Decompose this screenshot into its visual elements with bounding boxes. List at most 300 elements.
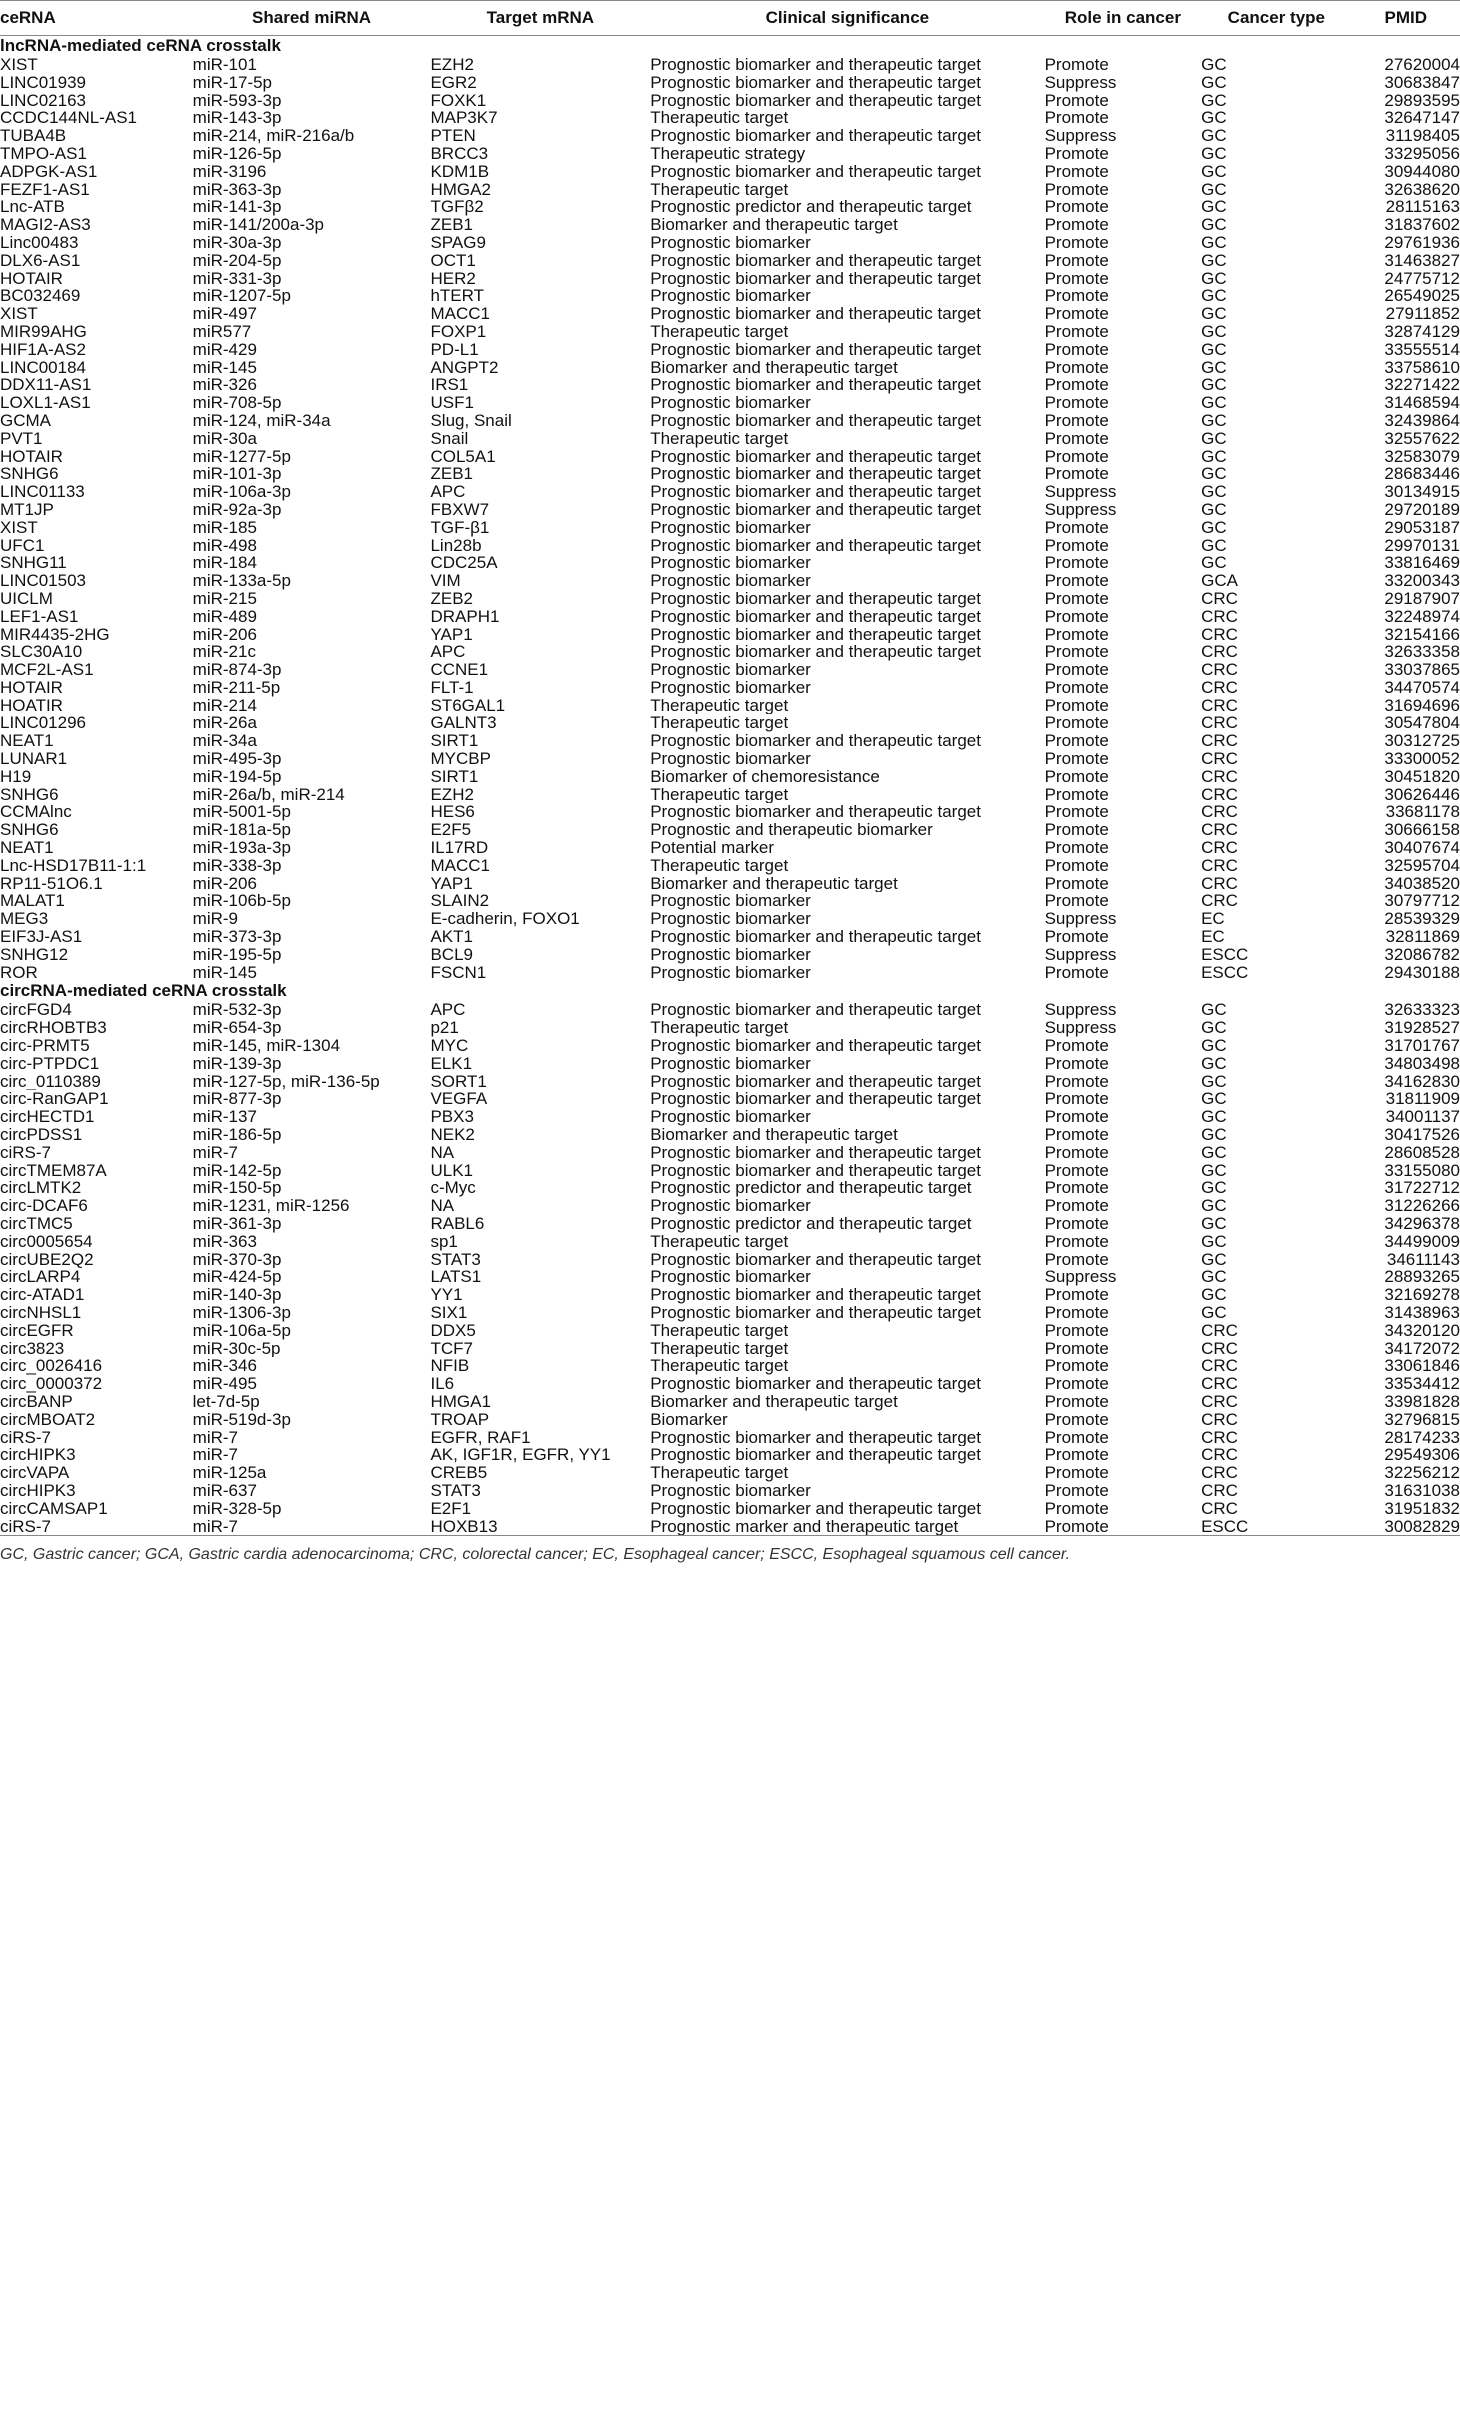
cell-cerna: HOTAIR <box>0 447 63 466</box>
table-row <box>0 74 1460 92</box>
cell-pmid: 32256212 <box>1384 1464 1460 1482</box>
cell-target-mrna: ELK1 <box>430 1054 473 1073</box>
cell-cancer-type: GC <box>1201 1161 1227 1180</box>
table-row <box>0 821 1460 839</box>
cell-target-mrna: CDC25A <box>430 554 498 573</box>
cell-cancer-type: GC <box>1201 305 1227 323</box>
cell-clinical-significance: Prognostic biomarker and therapeutic target <box>650 411 981 430</box>
table-row <box>0 1197 1460 1215</box>
cell-target-mrna: YY1 <box>430 1286 463 1304</box>
cell-role: Promote <box>1044 1126 1109 1144</box>
cell-pmid: 30417526 <box>1384 1126 1460 1144</box>
cell-shared-mirna: miR-708-5p <box>192 394 282 412</box>
cell-clinical-significance: Biomarker and therapeutic target <box>650 1126 898 1144</box>
cell-target-mrna: p21 <box>430 1019 459 1038</box>
cell-clinical-significance: Therapeutic target <box>650 1232 789 1251</box>
cell-target-mrna: sp1 <box>430 1232 458 1251</box>
cell-target-mrna: DRAPH1 <box>430 607 500 626</box>
cell-pmid: 32248974 <box>1384 607 1460 626</box>
table-row <box>0 910 1460 928</box>
table-body <box>0 36 1460 1536</box>
cell-cerna: Lnc-HSD17B11-1:1 <box>0 856 147 875</box>
cell-target-mrna: APC <box>430 1001 466 1020</box>
cell-cancer-type: GC <box>1201 554 1227 573</box>
cell-shared-mirna: miR-338-3p <box>192 856 282 875</box>
table-row <box>0 1126 1460 1144</box>
cell-role: Promote <box>1044 732 1109 751</box>
cell-target-mrna: LATS1 <box>430 1268 482 1287</box>
cell-cerna: circVAPA <box>0 1464 70 1482</box>
cell-shared-mirna: miR-142-5p <box>192 1161 282 1180</box>
table-row <box>0 679 1460 697</box>
cell-pmid: 29893595 <box>1384 91 1460 110</box>
cell-clinical-significance: Biomarker and therapeutic target <box>650 874 898 893</box>
cell-cancer-type: CRC <box>1201 1410 1238 1429</box>
cell-cerna: circPDSS1 <box>0 1126 83 1144</box>
cell-shared-mirna: miR-637 <box>192 1481 257 1500</box>
cell-role: Promote <box>1044 1250 1109 1269</box>
cell-target-mrna: ZEB2 <box>430 589 473 608</box>
cell-pmid: 34001137 <box>1385 1108 1460 1127</box>
cell-cancer-type: GC <box>1201 376 1227 395</box>
cell-role: Suppress <box>1044 1268 1117 1287</box>
cell-pmid: 31701767 <box>1384 1037 1460 1055</box>
cell-role: Promote <box>1044 1428 1109 1447</box>
cell-clinical-significance: Prognostic biomarker and therapeutic target <box>650 56 981 74</box>
table-row <box>0 732 1460 750</box>
cell-pmid: 28683446 <box>1384 465 1460 484</box>
cell-pmid: 30547804 <box>1384 714 1460 733</box>
cell-shared-mirna: miR-326 <box>192 376 257 395</box>
table-row <box>0 1108 1460 1126</box>
cell-clinical-significance: Prognostic biomarker and therapeutic target <box>650 803 981 822</box>
cell-cerna: HOTAIR <box>0 269 63 288</box>
cell-pmid: 29720189 <box>1384 500 1460 519</box>
cell-cerna: Lnc-ATB <box>0 198 65 217</box>
cell-cancer-type: CRC <box>1201 643 1238 662</box>
cell-shared-mirna: miR-193a-3p <box>192 839 291 857</box>
cell-pmid: 31928527 <box>1384 1019 1460 1038</box>
cell-pmid: 34499009 <box>1384 1232 1460 1251</box>
cell-cancer-type: CRC <box>1201 821 1238 840</box>
cell-cerna: circLARP4 <box>0 1268 81 1287</box>
cell-cerna: XIST <box>0 518 38 537</box>
cell-cerna: MEG3 <box>0 910 49 929</box>
cell-cerna: Linc00483 <box>0 233 79 252</box>
header-target-mrna: Target mRNA <box>430 1 650 36</box>
cell-target-mrna: hTERT <box>430 287 485 306</box>
cell-cancer-type: GC <box>1201 1215 1227 1233</box>
cell-clinical-significance: Biomarker and therapeutic target <box>650 1392 898 1411</box>
cell-role: Promote <box>1044 1072 1109 1091</box>
cell-role: Promote <box>1044 1232 1109 1251</box>
cell-cerna: NEAT1 <box>0 839 54 857</box>
cell-pmid: 34038520 <box>1384 874 1460 893</box>
cell-role: Suppress <box>1044 73 1117 92</box>
cell-cancer-type: CRC <box>1201 785 1238 804</box>
cell-cerna: circ-PTPDC1 <box>0 1054 100 1073</box>
cell-clinical-significance: Prognostic biomarker and therapeutic target <box>650 500 981 519</box>
cell-clinical-significance: Prognostic biomarker and therapeutic target <box>650 1250 981 1269</box>
cell-shared-mirna: miR-593-3p <box>192 91 282 110</box>
cell-pmid: 32154166 <box>1384 625 1460 644</box>
cell-cancer-type: GC <box>1201 358 1227 377</box>
cell-cerna: SNHG6 <box>0 821 59 840</box>
cell-shared-mirna: miR-1306-3p <box>192 1303 291 1322</box>
table-row <box>0 892 1460 910</box>
cell-cerna: MIR99AHG <box>0 322 87 341</box>
cell-cerna: LEF1-AS1 <box>0 607 79 626</box>
cell-pmid: 30666158 <box>1384 821 1460 840</box>
cell-shared-mirna: miR-361-3p <box>192 1215 282 1233</box>
cell-cerna: TMPO-AS1 <box>0 144 87 163</box>
cell-cerna: SNHG6 <box>0 785 59 804</box>
cell-cancer-type: CRC <box>1201 714 1238 733</box>
table-row <box>0 1446 1460 1464</box>
table-row <box>0 1322 1460 1340</box>
cell-role: Promote <box>1044 1357 1109 1376</box>
cell-clinical-significance: Biomarker <box>650 1410 728 1429</box>
cell-clinical-significance: Therapeutic target <box>650 856 789 875</box>
cell-cancer-type: GC <box>1201 1108 1227 1127</box>
cell-pmid: 33981828 <box>1384 1392 1460 1411</box>
cell-cerna: circ_0000372 <box>0 1375 103 1393</box>
cell-pmid: 34296378 <box>1384 1215 1460 1233</box>
cell-shared-mirna: miR-106a-5p <box>192 1321 291 1340</box>
cell-pmid: 32647147 <box>1384 109 1460 128</box>
cell-cancer-type: GC <box>1201 1143 1227 1162</box>
cell-target-mrna: ST6GAL1 <box>430 696 506 715</box>
cell-role: Promote <box>1044 1375 1109 1393</box>
cell-target-mrna: HMGA1 <box>430 1392 491 1411</box>
cell-target-mrna: SIRT1 <box>430 732 479 751</box>
header-row <box>0 1 1460 36</box>
cell-target-mrna: E2F5 <box>430 821 472 840</box>
cell-shared-mirna: miR-7 <box>193 1518 431 1536</box>
cell-cancer-type: GC <box>1201 1126 1227 1144</box>
cell-pmid: 30312725 <box>1384 732 1460 751</box>
cell-clinical-significance: Prognostic biomarker and therapeutic target <box>650 1037 981 1055</box>
cell-clinical-significance: Prognostic predictor and therapeutic target <box>650 1179 972 1198</box>
cell-target-mrna: CCNE1 <box>430 661 489 679</box>
cell-cerna: CCDC144NL-AS1 <box>0 109 137 128</box>
cell-clinical-significance: Prognostic biomarker and therapeutic target <box>650 1446 981 1465</box>
cell-cancer-type: CRC <box>1201 1339 1238 1358</box>
cell-cancer-type: CRC <box>1201 750 1238 768</box>
cell-role: Promote <box>1044 1286 1109 1304</box>
table-header <box>0 1 1460 36</box>
cell-clinical-significance: Prognostic biomarker <box>650 1054 811 1073</box>
cell-role: Promote <box>1044 1215 1109 1233</box>
cell-target-mrna: MACC1 <box>430 856 490 875</box>
cell-clinical-significance: Therapeutic target <box>650 696 789 715</box>
cell-pmid: 24775712 <box>1384 269 1460 288</box>
cell-pmid: 33555514 <box>1384 340 1460 359</box>
cell-cerna: DLX6-AS1 <box>0 251 81 270</box>
cell-shared-mirna: miR-101 <box>192 56 257 74</box>
cell-shared-mirna: miR-346 <box>192 1357 257 1376</box>
cell-shared-mirna: miR-124, miR-34a <box>192 411 331 430</box>
cell-target-mrna: TROAP <box>430 1410 490 1429</box>
cell-shared-mirna: miR-126-5p <box>192 144 282 163</box>
cell-pmid: 33300052 <box>1384 750 1460 768</box>
cell-clinical-significance: Prognostic biomarker and therapeutic target <box>650 127 981 145</box>
cell-cancer-type: GC <box>1201 1232 1227 1251</box>
cell-shared-mirna: miR-7 <box>192 1428 238 1447</box>
cell-role: Promote <box>1044 572 1109 590</box>
cell-role: Promote <box>1044 1499 1109 1518</box>
cell-role: Promote <box>1044 1197 1109 1215</box>
cell-role: Promote <box>1044 1054 1109 1073</box>
table-row <box>0 127 1460 145</box>
cell-cerna: circFGD4 <box>0 1001 72 1020</box>
cell-clinical-significance: Prognostic biomarker and therapeutic target <box>650 91 981 110</box>
cell-target-mrna: HES6 <box>430 803 475 822</box>
cell-shared-mirna: miR-654-3p <box>192 1019 282 1038</box>
cell-role: Suppress <box>1044 1001 1117 1020</box>
cell-pmid: 32633358 <box>1384 643 1460 662</box>
cell-target-mrna: ZEB1 <box>430 465 473 484</box>
cell-clinical-significance: Prognostic biomarker <box>650 963 811 982</box>
cell-clinical-significance: Prognostic biomarker and therapeutic target <box>650 1499 981 1518</box>
table-row <box>0 554 1460 572</box>
table-row <box>0 252 1460 270</box>
cell-cerna: CCMAlnc <box>0 803 72 822</box>
cell-clinical-significance: Prognostic biomarker and therapeutic target <box>650 340 981 359</box>
cell-cancer-type: GC <box>1201 144 1227 163</box>
table-row <box>0 1429 1460 1447</box>
cell-shared-mirna: miR-9 <box>192 910 238 929</box>
cell-cancer-type: GC <box>1201 251 1227 270</box>
cell-target-mrna: SORT1 <box>430 1072 487 1091</box>
cell-clinical-significance: Therapeutic target <box>650 180 789 199</box>
cell-clinical-significance: Prognostic biomarker <box>650 572 811 590</box>
cell-cerna: LINC02163 <box>0 91 87 110</box>
cell-shared-mirna: miR-211-5p <box>192 678 281 697</box>
cell-pmid: 32583079 <box>1384 447 1460 466</box>
cell-target-mrna: FOXP1 <box>430 322 487 341</box>
cell-pmid: 29549306 <box>1384 1446 1460 1465</box>
cell-clinical-significance: Prognostic biomarker and therapeutic target <box>650 625 981 644</box>
cell-pmid: 31463827 <box>1384 251 1460 270</box>
cell-role: Promote <box>1044 661 1109 679</box>
table-row <box>0 412 1460 430</box>
table-row <box>0 928 1460 946</box>
cell-target-mrna: IL17RD <box>430 839 489 857</box>
cell-pmid: 31198405 <box>1385 127 1460 145</box>
cell-cerna: GCMA <box>0 411 51 430</box>
cell-shared-mirna: miR-145 <box>192 963 257 982</box>
cell-target-mrna: E-cadherin, FOXO1 <box>430 910 580 929</box>
cell-target-mrna: SLAIN2 <box>430 892 490 911</box>
cell-role: Promote <box>1044 714 1109 733</box>
cell-cerna: circ-RanGAP1 <box>0 1090 109 1109</box>
cell-cancer-type: CRC <box>1201 678 1238 697</box>
table-row <box>0 1037 1460 1055</box>
cell-cerna: SNHG6 <box>0 465 59 484</box>
cell-cerna: circMBOAT2 <box>0 1410 96 1429</box>
cell-target-mrna: APC <box>430 643 466 662</box>
cell-clinical-significance: Prognostic biomarker and therapeutic target <box>650 73 981 92</box>
table-footnote: GC, Gastric cancer; GCA, Gastric cardia adenocarcinoma; CRC, colorectal cancer; EC, Esophageal cancer; ESCC, Esophageal squamous cell cancer. <box>0 1546 1071 1564</box>
cell-shared-mirna: miR-139-3p <box>192 1054 282 1073</box>
table-row <box>0 1411 1460 1429</box>
table-row <box>0 946 1460 964</box>
cell-cerna: EIF3J-AS1 <box>0 928 83 946</box>
cell-shared-mirna: miR-519d-3p <box>192 1410 291 1429</box>
cell-shared-mirna: miR-215 <box>192 589 257 608</box>
header-cerna: ceRNA <box>0 1 193 36</box>
cell-role: Promote <box>1044 625 1109 644</box>
cell-clinical-significance: Prognostic biomarker <box>650 233 811 252</box>
table-row <box>0 1055 1460 1073</box>
cell-cerna: LUNAR1 <box>0 750 68 768</box>
table-row <box>0 1340 1460 1358</box>
cell-role: Promote <box>1044 1143 1109 1162</box>
cell-cancer-type: CRC <box>1201 1392 1238 1411</box>
cell-clinical-significance: Prognostic biomarker and therapeutic target <box>650 305 981 323</box>
cell-clinical-significance: Prognostic biomarker and therapeutic target <box>650 483 981 501</box>
cell-target-mrna: USF1 <box>430 394 474 412</box>
cell-shared-mirna: miR-363-3p <box>192 180 282 199</box>
cell-role: Promote <box>1044 305 1109 323</box>
cell-pmid: 29761936 <box>1384 233 1460 252</box>
cell-clinical-significance: Prognostic predictor and therapeutic target <box>650 1215 972 1233</box>
cell-pmid: 32633323 <box>1384 1001 1460 1020</box>
cell-pmid: 33816469 <box>1384 554 1460 573</box>
cell-clinical-significance: Biomarker and therapeutic target <box>650 358 898 377</box>
cell-role: Promote <box>1044 678 1109 697</box>
cell-cancer-type: CRC <box>1201 1481 1238 1500</box>
cell-role: Promote <box>1044 1392 1109 1411</box>
table-row <box>0 198 1460 216</box>
cell-cancer-type: GC <box>1201 340 1227 359</box>
table-row <box>0 501 1460 519</box>
cell-target-mrna: HER2 <box>430 269 476 288</box>
cell-cancer-type: GC <box>1201 216 1227 234</box>
table-row <box>0 305 1460 323</box>
cell-target-mrna: OCT1 <box>430 251 476 270</box>
cell-clinical-significance: Prognostic marker and therapeutic target <box>650 1518 1044 1536</box>
cell-cancer-type: GC <box>1201 162 1227 181</box>
cell-shared-mirna: miR-1207-5p <box>192 287 291 306</box>
table-row <box>0 626 1460 644</box>
cell-role: Promote <box>1045 1518 1202 1536</box>
cell-cerna: circUBE2Q2 <box>0 1250 94 1269</box>
table-row <box>0 270 1460 288</box>
cell-role: Promote <box>1044 1464 1109 1482</box>
cell-cancer-type: EC <box>1201 910 1225 929</box>
cell-target-mrna: NA <box>430 1143 455 1162</box>
cell-shared-mirna: miR-145, miR-1304 <box>192 1037 341 1055</box>
cell-clinical-significance: Therapeutic target <box>650 1357 789 1376</box>
cell-target-mrna: STAT3 <box>430 1250 481 1269</box>
cell-pmid: 30797712 <box>1384 892 1460 911</box>
cell-shared-mirna: miR577 <box>192 322 252 341</box>
cell-role: Promote <box>1044 1179 1109 1198</box>
cell-clinical-significance: Prognostic biomarker and therapeutic target <box>650 732 981 751</box>
cell-role: Promote <box>1044 216 1109 234</box>
section-title: circRNA-mediated ceRNA crosstalk <box>0 981 287 1001</box>
cell-pmid: 34470574 <box>1384 678 1460 697</box>
table-row <box>0 1162 1460 1180</box>
cell-cancer-type: CRC <box>1201 1499 1238 1518</box>
cell-shared-mirna: miR-204-5p <box>192 251 282 270</box>
cell-role: Promote <box>1044 839 1109 857</box>
cell-clinical-significance: Prognostic biomarker and therapeutic target <box>650 162 981 181</box>
cell-cancer-type: GC <box>1201 1250 1227 1269</box>
cell-cancer-type: GC <box>1201 536 1227 555</box>
cell-clinical-significance: Therapeutic target <box>650 785 789 804</box>
cell-shared-mirna: miR-141/200a-3p <box>192 216 325 234</box>
cell-target-mrna: AKT1 <box>430 928 473 946</box>
table-row <box>0 1518 1460 1536</box>
cell-cancer-type: CRC <box>1201 856 1238 875</box>
cell-cancer-type: CRC <box>1201 732 1238 751</box>
cell-target-mrna: CREB5 <box>430 1464 488 1482</box>
cell-cancer-type: GC <box>1201 1001 1227 1020</box>
cell-shared-mirna: miR-125a <box>192 1464 267 1482</box>
cell-pmid: 30134915 <box>1384 483 1460 501</box>
cell-target-mrna: SIX1 <box>430 1303 468 1322</box>
table-row <box>0 1001 1460 1019</box>
cell-clinical-significance: Prognostic biomarker and therapeutic target <box>650 1143 981 1162</box>
cell-role: Promote <box>1044 821 1109 840</box>
cell-cancer-type: EC <box>1201 928 1225 946</box>
cell-shared-mirna: miR-26a/b, miR-214 <box>192 785 345 804</box>
cell-cerna: XIST <box>0 305 38 323</box>
cell-cancer-type: CRC <box>1201 1357 1238 1376</box>
cell-shared-mirna: miR-140-3p <box>192 1286 282 1304</box>
table-row <box>0 56 1460 74</box>
cell-cerna: circHECTD1 <box>0 1108 95 1127</box>
cell-role: Promote <box>1044 109 1109 128</box>
table-row <box>0 92 1460 110</box>
table-row <box>0 483 1460 501</box>
cell-pmid: 29187907 <box>1384 589 1460 608</box>
table-row <box>0 1500 1460 1518</box>
cell-role: Promote <box>1044 1090 1109 1109</box>
table-row <box>0 786 1460 804</box>
cell-target-mrna: VEGFA <box>430 1090 488 1109</box>
cell-pmid: 33534412 <box>1384 1375 1460 1393</box>
cell-target-mrna: PBX3 <box>430 1108 474 1127</box>
table-row <box>0 1357 1460 1375</box>
cell-role: Promote <box>1044 518 1109 537</box>
cell-cancer-type: GC <box>1201 483 1227 501</box>
cell-cancer-type: ESCC <box>1201 1518 1352 1536</box>
table-row <box>0 376 1460 394</box>
cell-cerna: HOTAIR <box>0 678 63 697</box>
cell-cancer-type: GC <box>1201 109 1227 128</box>
cell-pmid: 34611143 <box>1386 1250 1460 1269</box>
cell-cancer-type: CRC <box>1201 767 1238 786</box>
table-row <box>0 1090 1460 1108</box>
cell-pmid: 29970131 <box>1384 536 1460 555</box>
cell-target-mrna: AK, IGF1R, EGFR, YY1 <box>430 1446 611 1465</box>
cell-cerna: circEGFR <box>0 1321 74 1340</box>
table-row <box>0 1251 1460 1269</box>
table-row <box>0 1375 1460 1393</box>
cell-shared-mirna: miR-30c-5p <box>192 1339 281 1358</box>
cell-clinical-significance: Prognostic biomarker <box>650 661 811 679</box>
cell-clinical-significance: Prognostic biomarker and therapeutic target <box>650 643 981 662</box>
cell-role: Promote <box>1044 411 1109 430</box>
cell-cerna: XIST <box>0 56 38 74</box>
table-row <box>0 537 1460 555</box>
cell-shared-mirna: miR-214 <box>192 696 257 715</box>
cell-cerna: ADPGK-AS1 <box>0 162 98 181</box>
